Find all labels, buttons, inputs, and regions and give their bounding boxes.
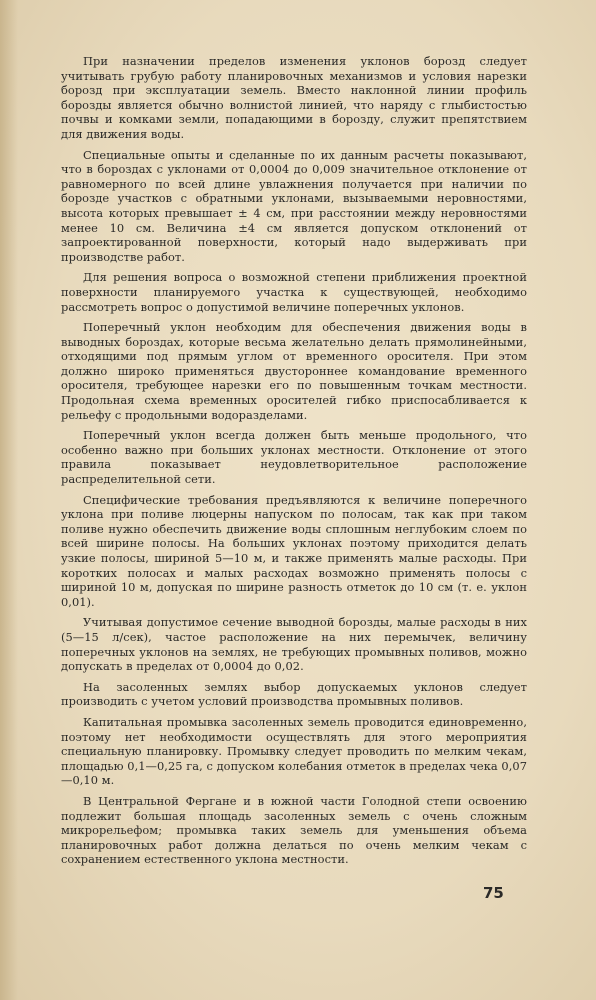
body-text <box>61 54 527 873</box>
paragraph-9: Капитальная промывка засоленных земель проводится единовременно, поэтому нет необходимости осуществлять для этого мероприятия специальную планировку. Промывку следует проводить по мелким чекам, площадью 0,1—0,25 га, с допуском колебания отметок в пределах чека 0,07—0,10 м. <box>61 714 527 788</box>
paragraph-10: В Центральной Фергане и в южной части Голодной степи освоению подлежит большая площадь засоленных земель с очень сложным микрорельефом; промывка таких земель для уменьшения объема планировочных работ должна делаться по очень мелким чекам с сохранением естественного уклона местности. <box>61 793 527 867</box>
page-number: 75 <box>483 884 504 902</box>
paragraph-8: На засоленных землях выбор допускаемых уклонов следует производить с учетом условий производства промывных поливов. <box>61 679 527 709</box>
paragraph-1: При назначении пределов изменения уклонов борозд следует учитывать грубую работу планировочных механизмов и условия нарезки борозд при эксплуатации земель. Вместо наклонной линии профиль борозды является обычно волнистой линией, что наряду с глыбистостью почвы и комками земли, попадающими в борозду, служит препятствием для движения воды. <box>61 54 527 141</box>
paragraph-6: Специфические требования предъявляются к величине поперечного уклона при поливе люцерны напуском по полосам, так как при таком поливе нужно обеспечить движение воды сплошным неглубоким слоем по всей ширине полосы. На больших уклонах поэтому приходится делать узкие полосы, шириной 5—10 м, и также применять малые расходы. При коротких полосах и малых расходах возможно применять полосы с шириной 10 м, допуская по ширине разность отметок до 10 см (т. е. уклон 0,01). <box>61 492 527 609</box>
paragraph-3: Для решения вопроса о возможной степени приближения проектной поверхности планируемого участка к существующей, необходимо рассмотреть вопрос о допустимой величине поперечных уклонов. <box>61 270 527 314</box>
paragraph-2: Специальные опыты и сделанные по их данным расчеты показывают, что в бороздах с уклонами от 0,0004 до 0,009 значительное отклонение от равномерного по всей длине увлажнения получается при наличии по борозде участков с обратными уклонами, вызываемыми неровностями, высота которых превышает ± 4 см, при расстоянии между неровностями менее 10 см. Величина ±4 см является допуском отклонений от запроектированной поверхности, который надо выдерживать при производстве работ. <box>61 147 527 264</box>
paragraph-4: Поперечный уклон необходим для обеспечения движения воды в выводных бороздах, которые весьма желательно делать прямолинейными, отходящими под прямым углом от временного оросителя. При этом должно широко применяться двустороннее командование временного оросителя, требующее нарезки его по повышенным точкам местности. Продольная схема временных оросителей гибко приспосабливается к рельефу с продольными водоразделами. <box>61 320 527 422</box>
paragraph-7: Учитывая допустимое сечение выводной борозды, малые расходы в них (5—15 л/сек), частое расположение на них перемычек, величину поперечных уклонов на землях, не требующих промывных поливов, можно допускать в пределах от 0,0004 до 0,02. <box>61 615 527 674</box>
paragraph-5: Поперечный уклон всегда должен быть меньше продольного, что особенно важно при больших уклонах местности. Отклонение от этого правила показывает неудовлетворительное расположение распределительной сети. <box>61 428 527 487</box>
